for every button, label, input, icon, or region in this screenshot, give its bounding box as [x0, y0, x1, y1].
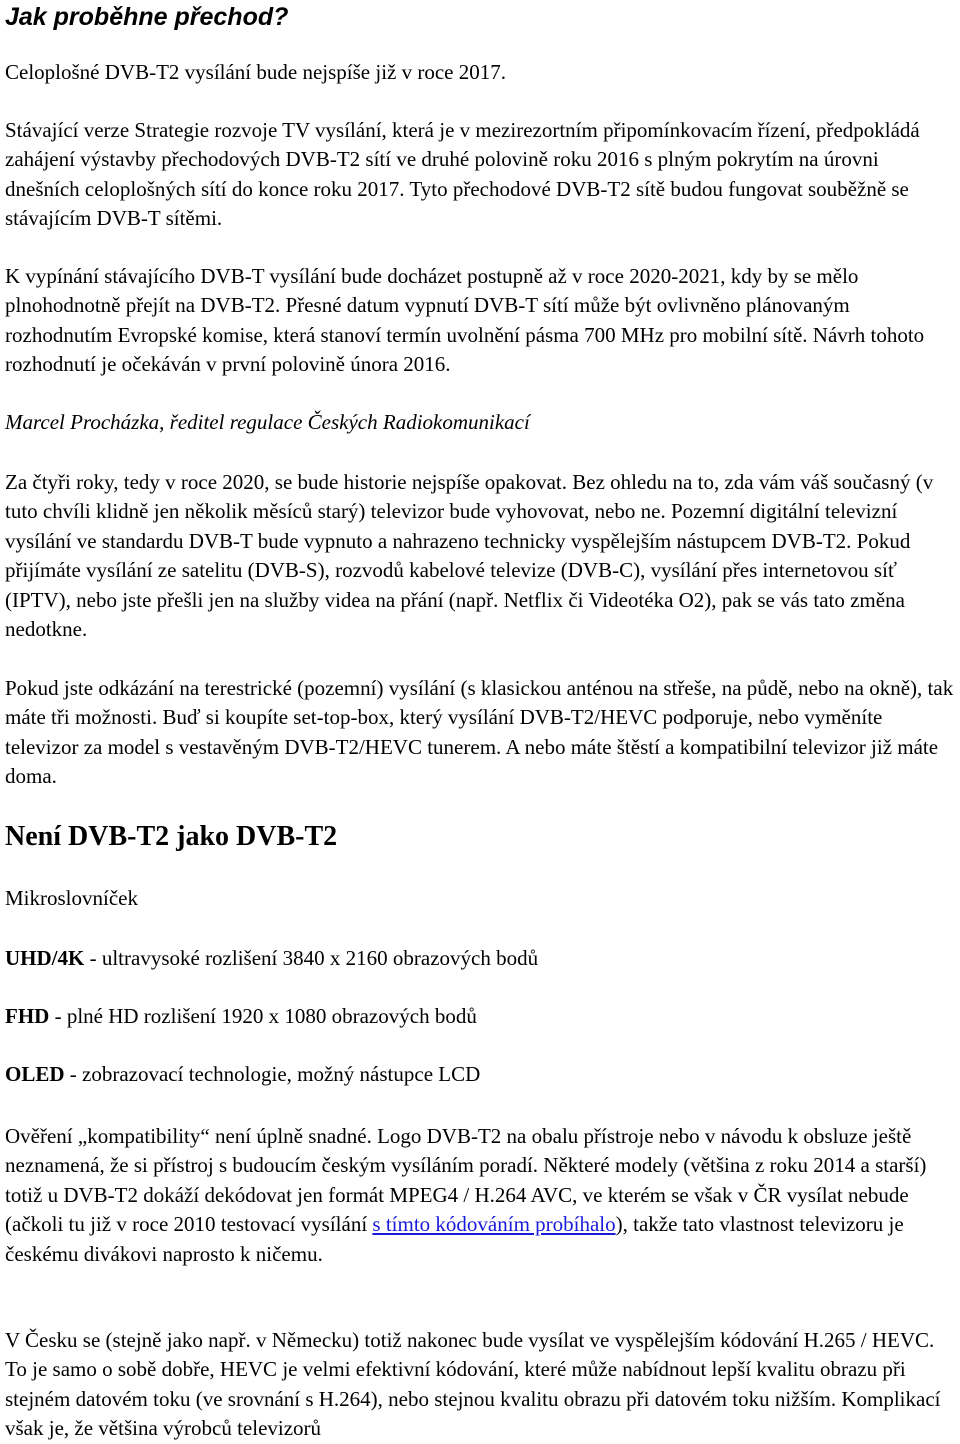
- paragraph-text: ), takže tato vlastnost televizoru je českému divákovi naprosto k ničemu.: [5, 1212, 904, 1266]
- glossary-definition: - zobrazovací technologie, možný nástupce LCD: [64, 1062, 481, 1086]
- glossary-title: Mikroslovníček: [5, 886, 138, 910]
- glossary-item: [5, 1002, 957, 1031]
- glossary-term: FHD: [5, 1004, 50, 1028]
- lead-paragraph: Celoplošné DVB-T2 vysílání bude nejspíše již v roce 2017.: [5, 60, 506, 84]
- test-broadcast-link[interactable]: s tímto kódováním probíhalo: [372, 1212, 616, 1237]
- paragraph-strategy: Stávající verze Strategie rozvoje TV vysílání, která je v mezirezortním připomínkovacím řízení, předpokládá zahájení výstavby přechodových DVB-T2 sítí ve druhé polovině roku 2016 s plným pokrytím na úrovni dnešních celoplošných sítí do konce roku 2017. Tyto přechodové DVB-T2 sítě budou fungovat souběžně se stávajícím DVB-T sítěmi.: [5, 118, 920, 231]
- glossary-definition: - plné HD rozlišení 1920 x 1080 obrazových bodů: [49, 1004, 477, 1028]
- paragraph-compatibility: [5, 1122, 957, 1269]
- paragraph-history: Za čtyři roky, tedy v roce 2020, se bude historie nejspíše opakovat. Bez ohledu na to, zda vám váš současný (v tuto chvíli klidně jen několik měsíců starý) televizor bude vyhovovat, nebo ne. Pozemní digitální televizní vysílání ve standardu DVB-T bude vypnuto a nahrazeno technicky vyspělejším nástupcem DVB-T2. Pokud přijímáte vysílání ze satelitu (DVB-S), rozvodů kabelové televize (DVB-C), vysílání přes internetovou síť (IPTV), nebo jste přešli jen na služby videa na přání (např. Netflix či Videotéka O2), pak se vás tato změna nedotkne.: [5, 470, 934, 642]
- glossary-term: OLED: [5, 1062, 65, 1086]
- section-subheading: Není DVB-T2 jako DVB-T2: [5, 821, 338, 852]
- paragraph-options: Pokud jste odkázání na terestrické (pozemní) vysílání (s klasickou anténou na střeše, na půdě, nebo na okně), tak máte tři možnosti. Buď si koupíte set-top-box, který vysílání DVB-T2/HEVC podporuje, nebo vyměníte televizor za model s vestavěným DVB-T2/HEVC tunerem. A nebo máte štěstí a kompatibilní televizor již máte doma.: [5, 676, 954, 789]
- glossary-item: [5, 944, 957, 973]
- article-heading: Jak proběhne přechod?: [5, 3, 289, 31]
- paragraph-switch-off: K vypínání stávajícího DVB-T vysílání bude docházet postupně až v roce 2020-2021, kdy by se mělo plnohodnotně přejít na DVB-T2. Přesné datum vypnutí DVB-T sítí může být ovlivněno plánovaným rozhodnutím Evropské komise, která stanoví termín uvolnění pásma 700 MHz pro mobilní sítě. Návrh tohoto rozhodnutí je očekáván v první polovině února 2016.: [5, 264, 925, 377]
- glossary-term: UHD/4K: [5, 946, 85, 970]
- paragraph-hevc: V Česku se (stejně jako např. v Německu) totiž nakonec bude vysílat ve vyspělejším kódování H.265 / HEVC. To je samo o sobě dobře, HEVC je velmi efektivní kódování, které může nabídnout lepší kvalitu obrazu při stejném datovém toku (ve srovnání s H.264), nebo stejnou kvalitu obrazu při datovém toku nižším. Komplikací však je, že většina výrobců televizorů: [5, 1328, 941, 1441]
- glossary-item: [5, 1060, 957, 1089]
- quote-author: Marcel Procházka, ředitel regulace Českých Radiokomunikací: [5, 410, 530, 434]
- paragraph-text: Ověření „kompatibility“ není úplně snadné. Logo DVB-T2 na obalu přístroje nebo v návodu k obsluze ještě neznamená, že si přístroj s budoucím českým vysíláním poradí. Některé modely (většina z roku 2014 a starší) totiž u DVB-T2 dokáží dekódovat jen formát MPEG4 / H.264 AVC, ve kterém se však v ČR vysílat nebude (ačkoli tu již v roce 2010 testovací vysílání: [5, 1124, 927, 1237]
- glossary-definition: - ultravysoké rozlišení 3840 x 2160 obrazových bodů: [84, 946, 539, 970]
